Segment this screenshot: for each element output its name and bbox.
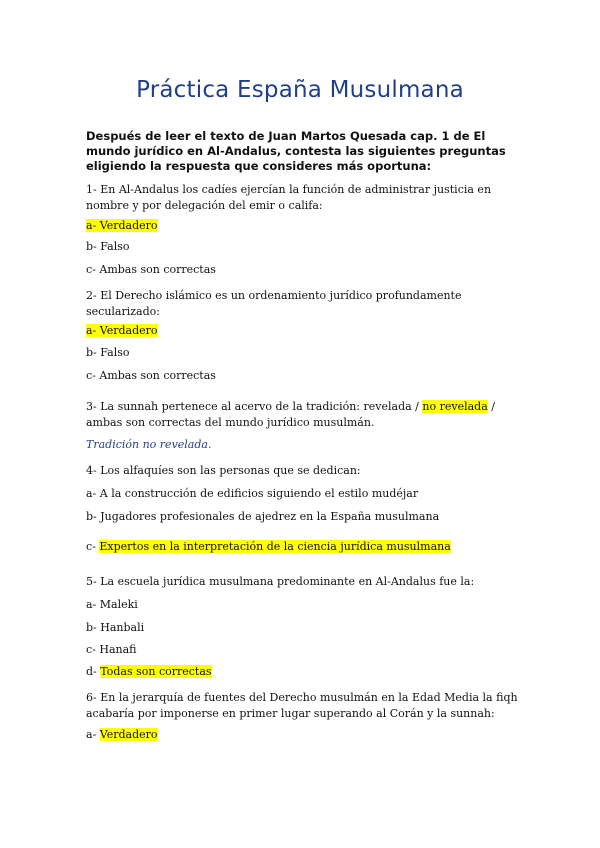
q3-text-start: 3- La sunnah pertenece al acervo de la tradición: revelada / [86, 400, 423, 413]
question-3 [86, 399, 526, 431]
q4-option-a: a- A la construcción de edificios siguiendo el estilo mudéjar [86, 487, 419, 500]
q4-option-c-prefix: c- [86, 540, 100, 553]
q5-option-a: a- Maleki [86, 598, 138, 611]
highlight: a- Verdadero [86, 219, 158, 232]
q3-answer: Tradición no revelada. [86, 438, 212, 451]
q5-option-d-prefix: d- [86, 665, 101, 678]
question-5: 5- La escuela jurídica musulmana predominante en Al-Andalus fue la: [86, 575, 475, 588]
q2-option-b: b- Falso [86, 346, 130, 359]
q2-option-a [86, 323, 158, 339]
highlight: Todas son correctas [100, 665, 212, 678]
q4-option-c [86, 539, 451, 555]
question-6: 6- En la jerarquía de fuentes del Derecho musulmán en la Edad Media la fiqh acabaría por imponerse en primer lugar superando al Corán y la sunnah: [86, 691, 518, 720]
intro-paragraph: Después de leer el texto de Juan Martos Quesada cap. 1 de El mundo jurídico en Al-Andalus, contesta las siguientes preguntas eligiendo la respuesta que consideres más oportuna: [86, 129, 506, 173]
highlight: Verdadero [99, 728, 158, 741]
q3-text-end: / ambas son correctas del mundo jurídico musulmán. [86, 400, 495, 429]
q5-option-c: c- Hanafi [86, 643, 137, 656]
page-title: Práctica España Musulmana [136, 77, 464, 103]
q1-option-b: b- Falso [86, 240, 130, 253]
question-2: 2- El Derecho islámico es un ordenamiento jurídico profundamente secularizado: [86, 289, 462, 318]
q5-option-d [86, 664, 212, 680]
q6-option-a [86, 727, 158, 743]
question-1: 1- En Al-Andalus los cadíes ejercían la función de administrar justicia en nombre y por delegación del emir o califa: [86, 183, 492, 212]
q5-option-b: b- Hanbali [86, 621, 145, 634]
q1-option-a [86, 218, 158, 234]
q6-option-a-prefix: a- [86, 728, 100, 741]
highlight: a- Verdadero [86, 324, 158, 337]
highlight: Expertos en la interpretación de la ciencia jurídica musulmana [99, 540, 451, 553]
q1-option-c: c- Ambas son correctas [86, 263, 216, 276]
q4-option-b: b- Jugadores profesionales de ajedrez en la España musulmana [86, 510, 440, 523]
question-4: 4- Los alfaquíes son las personas que se dedican: [86, 464, 361, 477]
q2-option-c: c- Ambas son correctas [86, 369, 216, 382]
q3-highlight: no revelada [422, 400, 488, 413]
